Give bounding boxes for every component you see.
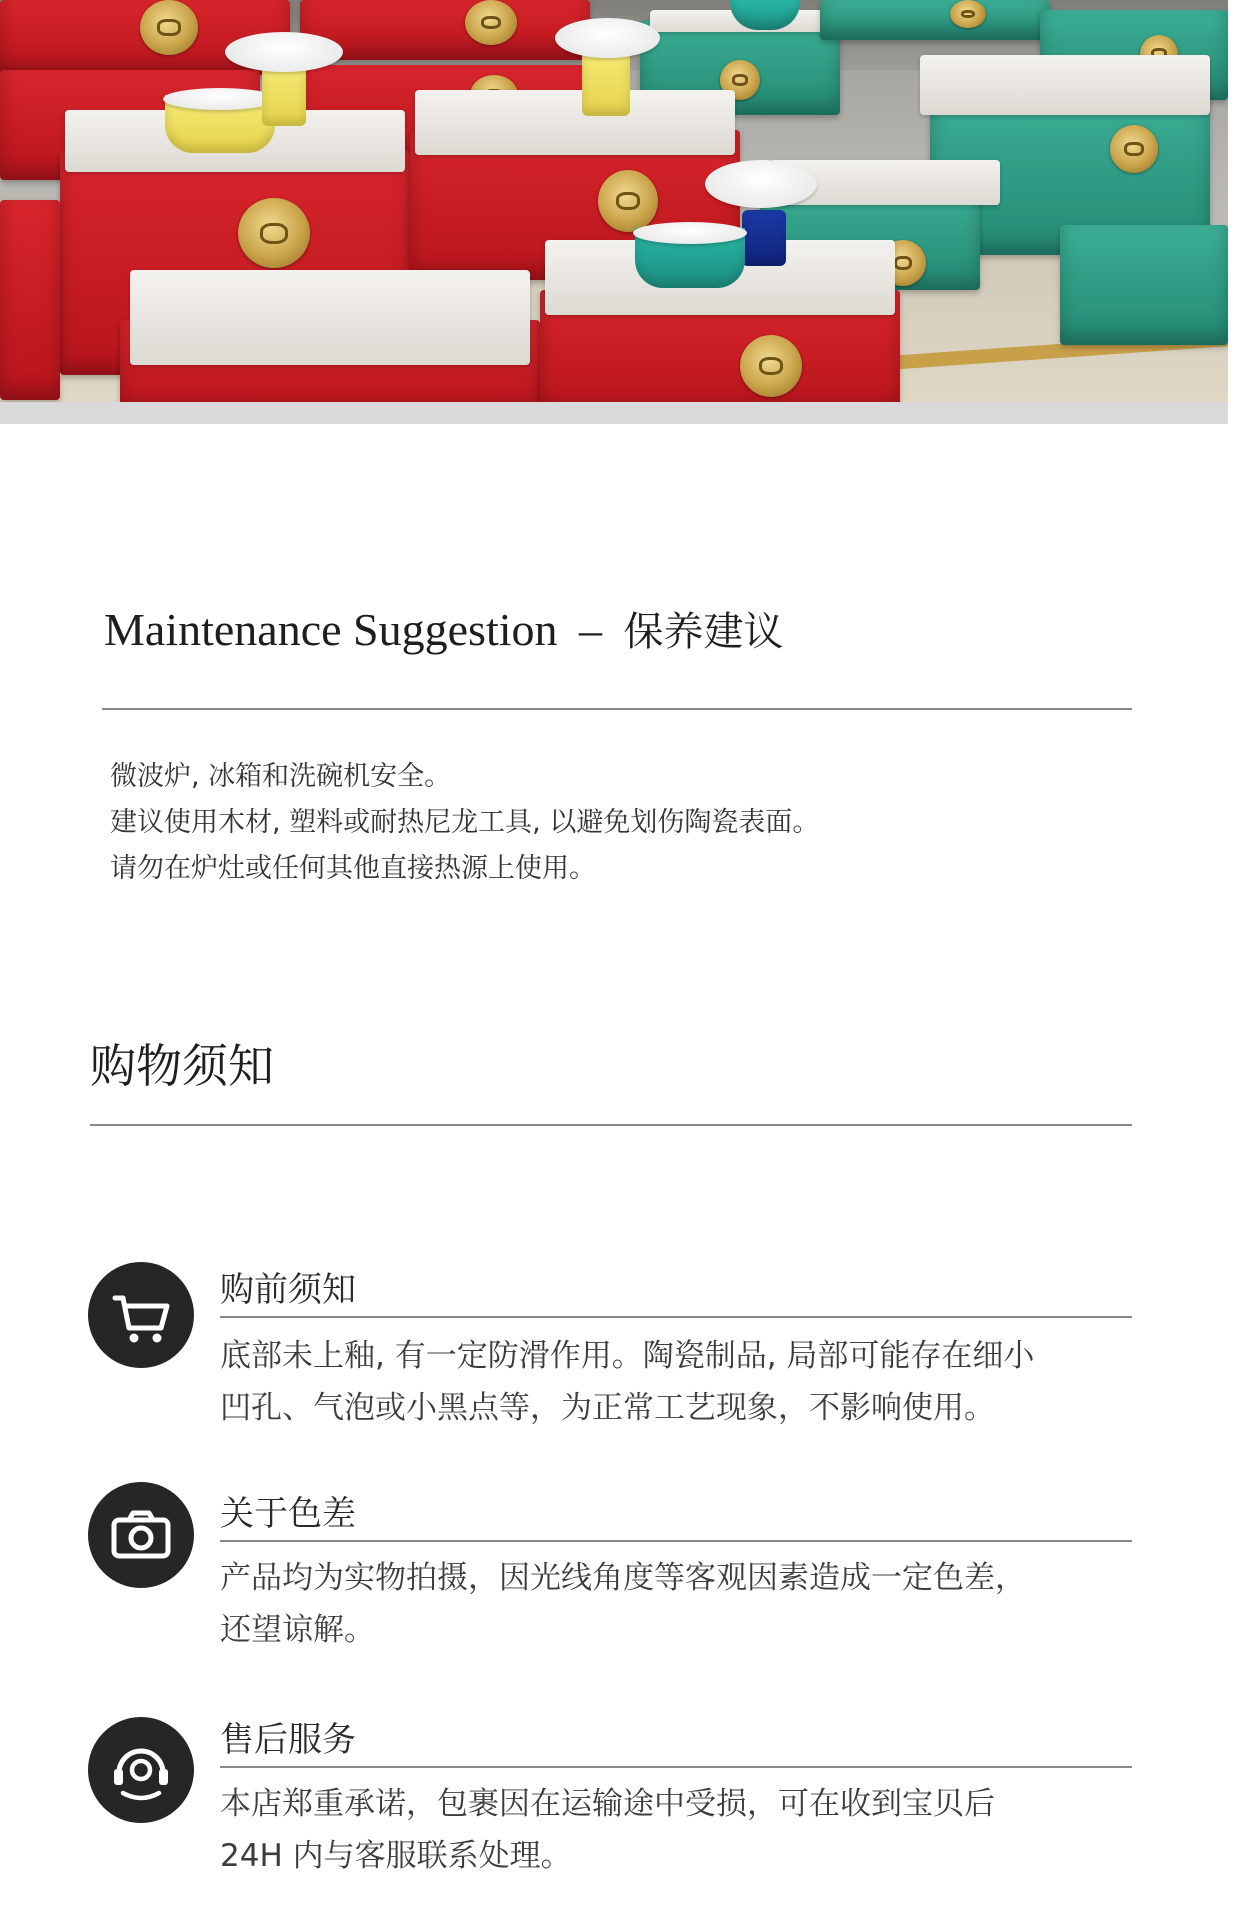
shopping-divider xyxy=(90,1124,1132,1126)
white-porcelain-bowl xyxy=(555,18,660,58)
item-line: 凹孔、气泡或小黑点等，为正常工艺现象，不影响使用。 xyxy=(220,1390,995,1426)
item-line: 底部未上釉, 有一定防滑作用。陶瓷制品, 局部可能存在细小 xyxy=(220,1338,1035,1374)
shopping-cart-icon xyxy=(88,1262,194,1368)
item-line: 还望谅解。 xyxy=(220,1612,375,1648)
brass-latch xyxy=(238,198,310,268)
item-heading-before-purchase: 购前须知 xyxy=(220,1270,356,1310)
green-gift-box xyxy=(820,0,1050,40)
maintenance-divider xyxy=(102,708,1132,710)
brass-latch xyxy=(140,0,198,55)
item-heading-color-difference: 关于色差 xyxy=(220,1494,356,1534)
blue-porcelain-stem xyxy=(742,210,786,266)
brass-latch xyxy=(950,0,986,28)
maintenance-title xyxy=(104,600,784,657)
maintenance-title-dash: – xyxy=(579,604,603,655)
cup-rim xyxy=(163,88,277,110)
white-porcelain-bowl xyxy=(705,160,817,208)
cup-rim xyxy=(633,222,747,244)
product-photo xyxy=(0,0,1228,402)
maintenance-line: 建议使用木材, 塑料或耐热尼龙工具, 以避免划伤陶瓷表面。 xyxy=(110,807,820,838)
item-line: 24H 内与客服联系处理。 xyxy=(220,1838,572,1874)
item-line: 产品均为实物拍摄，因光线角度等客观因素造成一定色差， xyxy=(220,1560,1026,1596)
photo-bottom-strip xyxy=(0,402,1228,424)
brass-latch xyxy=(740,335,802,397)
item-body-after-sales xyxy=(220,1778,995,1882)
shopping-notice-title: 购物须知 xyxy=(90,1039,274,1093)
box-lid xyxy=(920,55,1210,115)
maintenance-line: 请勿在炉灶或任何其他直接热源上使用。 xyxy=(110,853,596,884)
box-lid xyxy=(130,270,530,365)
maintenance-text xyxy=(110,754,819,892)
brass-latch xyxy=(1110,125,1158,173)
item-heading-after-sales: 售后服务 xyxy=(220,1720,356,1760)
maintenance-title-en: Maintenance Suggestion xyxy=(104,604,558,655)
item-divider xyxy=(220,1540,1132,1542)
red-gift-box xyxy=(0,200,60,400)
item-line: 本店郑重承诺，包裹因在运输途中受损，可在收到宝贝后 xyxy=(220,1786,995,1822)
customer-service-icon xyxy=(88,1717,194,1823)
brass-latch xyxy=(598,170,658,232)
red-gift-box xyxy=(300,0,590,60)
green-gift-box xyxy=(1060,225,1228,345)
item-body-color-difference xyxy=(220,1552,1026,1656)
item-divider xyxy=(220,1316,1132,1318)
camera-icon xyxy=(88,1482,194,1588)
maintenance-line: 微波炉, 冰箱和洗碗机安全。 xyxy=(110,761,452,792)
item-body-before-purchase xyxy=(220,1330,1034,1434)
maintenance-title-cn: 保养建议 xyxy=(623,609,784,655)
box-lid xyxy=(415,90,735,155)
item-divider xyxy=(220,1766,1132,1768)
white-porcelain-bowl xyxy=(225,32,343,72)
brass-latch xyxy=(465,0,517,45)
